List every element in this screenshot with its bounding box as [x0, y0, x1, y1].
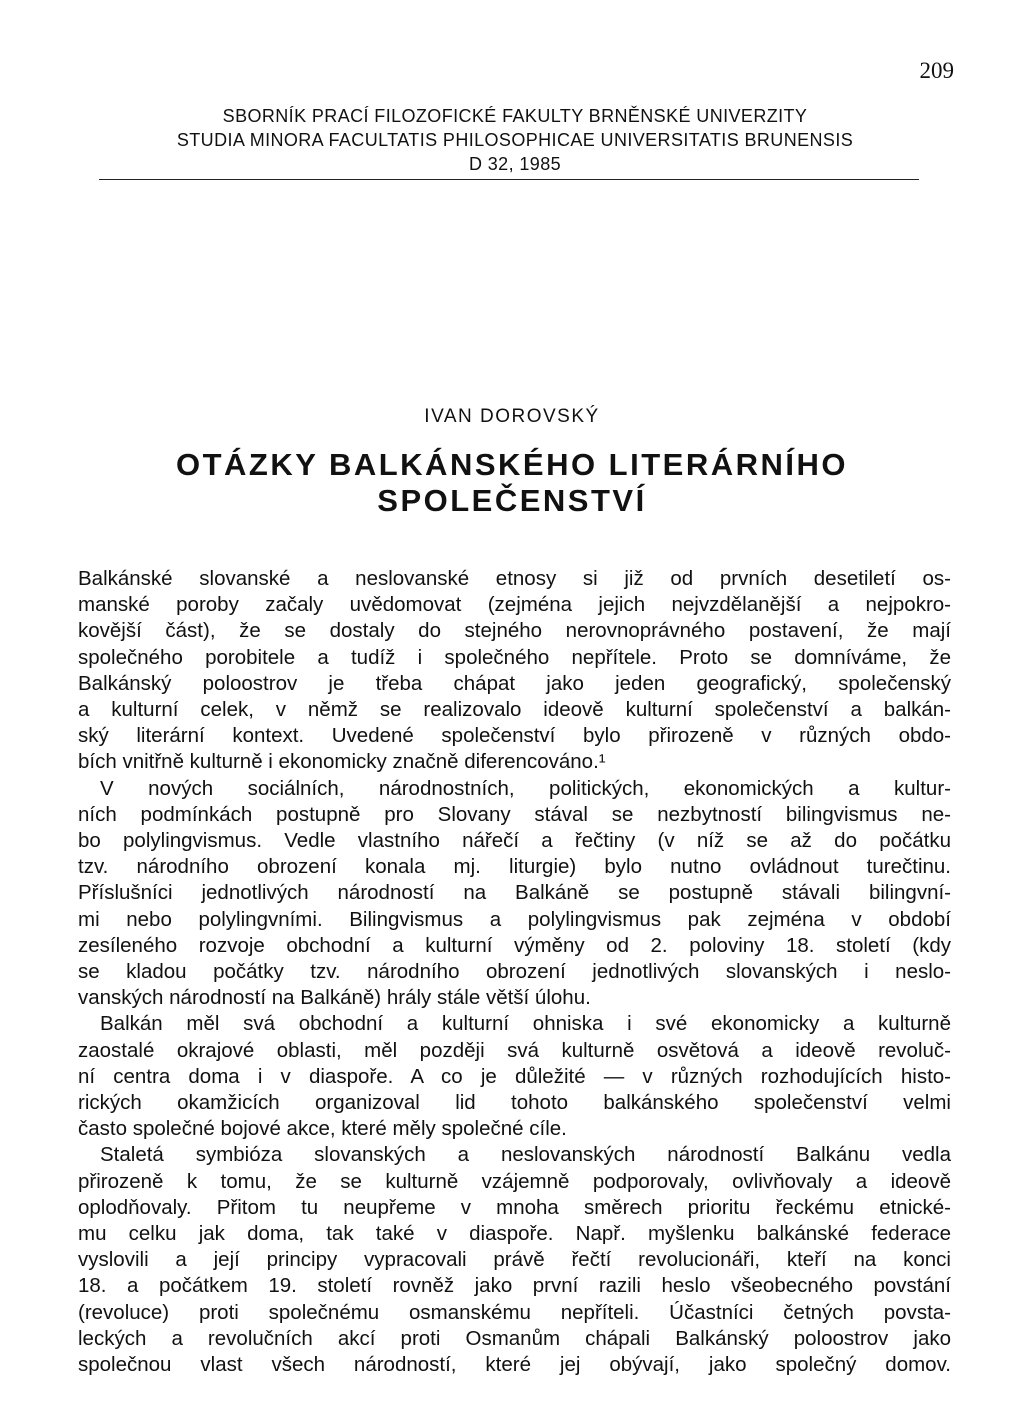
article-title-line-1: OTÁZKY BALKÁNSKÉHO LITERÁRNÍHO: [175, 447, 849, 482]
body-line: přirozeně k tomu, že se kulturně vzájemně podporovaly, ovlivňovaly a ideově: [78, 1169, 951, 1193]
journal-header: [80, 104, 950, 176]
body-line: mu celku jak doma, tak také v diaspoře. Např. myšlenku balkánské federace: [78, 1222, 951, 1246]
body-line: zaostalé okrajové oblasti, měl později svá kulturně osvětová a ideově revoluč-: [78, 1038, 951, 1062]
body-line: bo polylingvismus. Vedle vlastního nářečí a řečtiny (v níž se až do počátku: [78, 829, 951, 853]
body-line: vanských národností na Balkáně) hrály stále větší úlohu.: [78, 986, 591, 1010]
body-line: kovější část), že se dostaly do stejného nerovnoprávného postavení, že mají: [78, 619, 951, 643]
body-line: oplodňovaly. Přitom tu neupřeme v mnoha směrech prioritu řeckému etnické-: [78, 1195, 951, 1219]
body-line: ních podmínkách postupně pro Slovany stával se nezbytností bilingvismus ne-: [78, 802, 951, 826]
body-line: rických okamžicích organizoval lid tohoto balkánského společenství velmi: [78, 1091, 951, 1115]
body-line: V nových sociálních, národnostních, politických, ekonomických a kultur-: [100, 776, 951, 800]
body-line: vyslovili a její principy vypracovali právě řečtí revolucionáři, kteří na konci: [78, 1248, 951, 1272]
journal-title-latin: STUDIA MINORA FACULTATIS PHILOSOPHICAE UNIVERSITATIS BRUNENSIS: [176, 130, 854, 150]
body-line: Balkánské slovanské a neslovanské etnosy si již od prvních desetiletí os-: [78, 567, 951, 590]
author-name: IVAN DOROVSKÝ: [424, 406, 600, 427]
body-line: Balkán měl svá obchodní a kulturní ohniska i své ekonomicky a kulturně: [100, 1012, 951, 1036]
body-line: manské poroby začaly uvědomovat (zejména jejich nejvzdělanější a nejpokro-: [78, 593, 951, 617]
body-line: leckých a revolučních akcí proti Osmanům chápali Balkánský poloostrov jako: [78, 1326, 951, 1350]
body-line: tzv. národního obrození konala mj. liturgie) bylo nutno ovládnout turečtinu.: [78, 855, 951, 879]
body-line: 18. a počátkem 19. století rovněž jako první razili heslo všeobecného povstání: [78, 1274, 951, 1298]
body-line: společnou vlast všech národností, které jej obývají, jako společný domov.: [78, 1353, 951, 1377]
body-line: se kladou počátky tzv. národního obrození jednotlivých slovanských i neslo-: [78, 960, 951, 984]
body-line: ský literární kontext. Uvedené společenství bylo přirozeně v různých obdo-: [78, 724, 951, 748]
body-line: Balkánský poloostrov je třeba chápat jako jeden geografický, společenský: [78, 671, 951, 695]
body-line: mi nebo polylingvními. Bilingvismus a polylingvismus pak zejména v období: [78, 907, 951, 931]
body-line: společného porobitele a tudíž i společného nepřítele. Proto se domníváme, že: [78, 645, 951, 669]
body-line: (revoluce) proti společnému osmanskému nepříteli. Účastníci četných povsta-: [78, 1300, 951, 1324]
body-line: a kulturní celek, v němž se realizovalo ideově kulturní společenství a balkán-: [78, 698, 951, 722]
page-number: 209: [919, 58, 954, 83]
body-line: zesíleného rozvoje obchodní a kulturní výměny od 2. poloviny 18. století (kdy: [78, 933, 951, 957]
article-body: [78, 566, 951, 1378]
article-title-line-2: SPOLEČENSTVÍ: [377, 483, 647, 518]
body-line: Staletá symbióza slovanských a neslovanských národností Balkánu vedla: [100, 1143, 951, 1167]
body-line: ní centra doma i v diaspoře. A co je důležité — v různých rozhodujících histo-: [78, 1064, 951, 1088]
header-divider: [99, 179, 919, 180]
journal-volume: D 32, 1985: [468, 154, 562, 174]
body-line: bích vnitřně kulturně i ekonomicky značně diferencováno.¹: [78, 750, 606, 774]
article-title: [0, 447, 1024, 519]
journal-title-czech: SBORNÍK PRACÍ FILOZOFICKÉ FAKULTY BRNĚNSKÉ UNIVERZITY: [222, 106, 808, 126]
body-line: Příslušníci jednotlivých národností na Balkáně se postupně stávali bilingvní-: [78, 881, 951, 905]
body-line: často společné bojové akce, které měly společné cíle.: [78, 1117, 567, 1141]
